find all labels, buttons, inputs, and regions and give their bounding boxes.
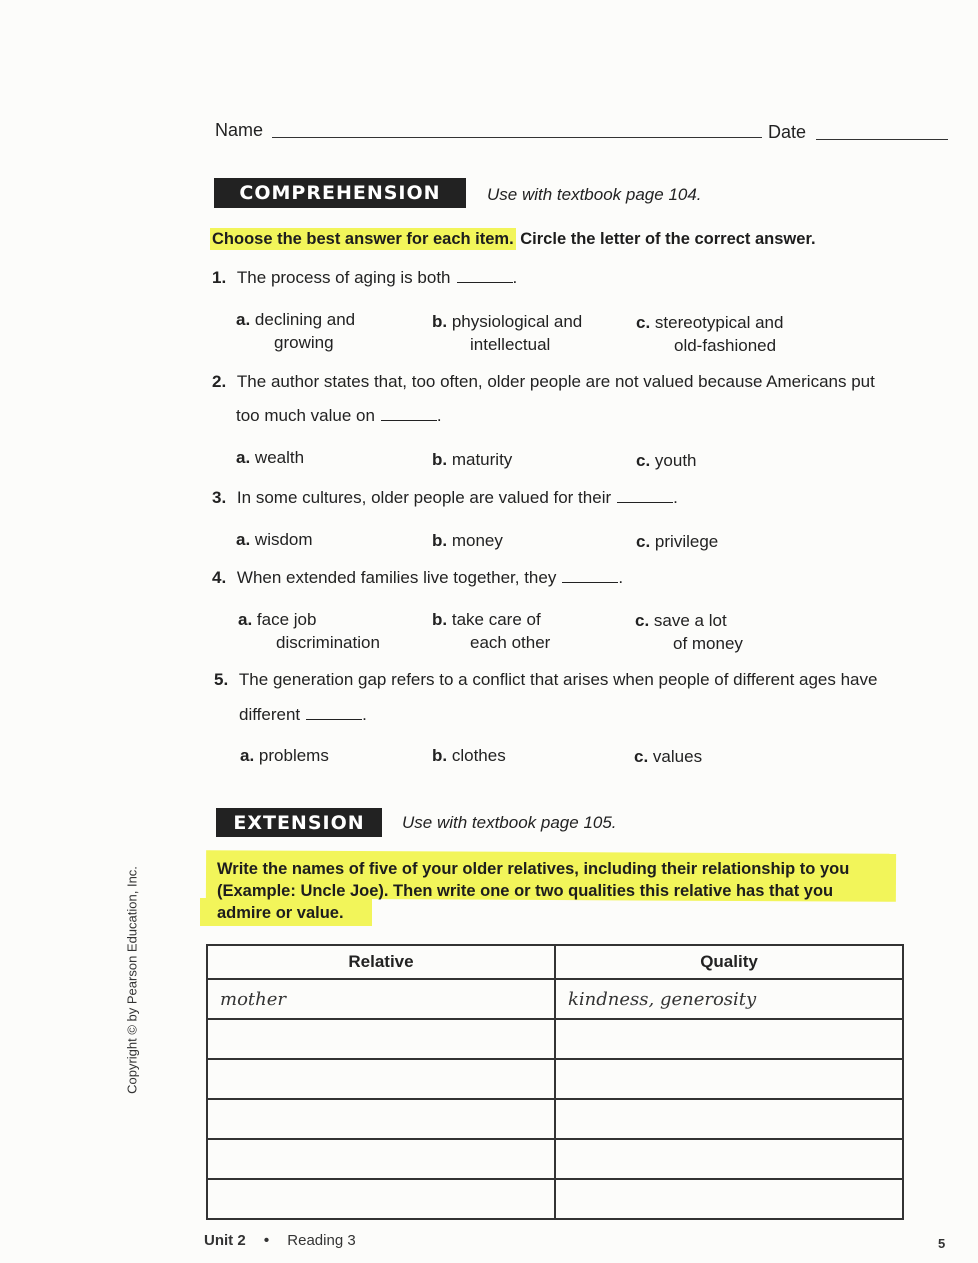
instruction-line: Write the names of five of your older relatives, including their relationship to you (217, 860, 850, 878)
date-field-line[interactable] (816, 139, 948, 140)
option-letter: a. (236, 310, 251, 329)
footer-unit: Unit 2 (204, 1232, 246, 1249)
table-row (207, 1019, 903, 1059)
relative-cell[interactable] (207, 1019, 555, 1059)
option-text-line2: old-fashioned (674, 336, 777, 355)
q1-option-a[interactable] (236, 308, 355, 354)
relative-cell[interactable] (207, 1179, 555, 1219)
question-text: In some cultures, older people are valued for their (236, 488, 612, 507)
q2-option-b[interactable] (432, 448, 512, 471)
question-2 (212, 372, 875, 392)
footer-reading: Reading 3 (287, 1232, 356, 1249)
question-number: 5. (214, 670, 229, 689)
instruction-highlight: Choose the best answer for each item. (212, 230, 514, 248)
q5-option-a[interactable] (240, 744, 329, 767)
table-row (207, 1179, 903, 1219)
option-text-line2: growing (274, 333, 334, 352)
option-letter: b. (432, 531, 448, 550)
period: . (673, 488, 678, 507)
question-3 (212, 488, 678, 508)
answer-blank (381, 420, 437, 421)
q2-option-c[interactable] (636, 449, 697, 472)
period: . (512, 268, 518, 287)
q4-option-b[interactable] (432, 608, 550, 654)
q4-option-a[interactable] (238, 608, 380, 654)
option-text-line2: intellectual (470, 335, 551, 354)
page-footer (204, 1232, 356, 1249)
option-text-line2: of money (673, 634, 743, 653)
option-text: face job (256, 610, 317, 629)
table-row (207, 979, 903, 1019)
question-2-continued (236, 406, 442, 426)
table-row (207, 1059, 903, 1099)
question-text: The generation gap refers to a conflict that arises when people of different ages have (238, 670, 878, 689)
option-letter: a. (236, 448, 251, 467)
page-number: 5 (938, 1236, 946, 1251)
option-letter: a. (240, 746, 255, 765)
option-text: wisdom (254, 530, 313, 549)
quality-cell[interactable] (555, 1019, 903, 1059)
question-text-line2: too much value on (236, 406, 375, 425)
extension-instruction (217, 858, 849, 924)
option-text: maturity (451, 450, 513, 469)
question-text: The process of aging is both (236, 268, 451, 287)
option-letter: c. (635, 611, 650, 630)
relatives-table (206, 944, 904, 1220)
option-text: privilege (654, 532, 719, 551)
option-letter: b. (432, 450, 448, 469)
question-5 (214, 670, 877, 690)
relative-cell[interactable] (207, 1099, 555, 1139)
question-4 (212, 568, 623, 588)
question-text: When extended families live together, they (236, 568, 557, 587)
q1-option-b[interactable] (432, 310, 582, 356)
name-field-line[interactable] (272, 137, 762, 138)
comprehension-instruction (210, 230, 816, 249)
option-letter: c. (636, 532, 651, 551)
question-number: 2. (212, 372, 227, 391)
question-number: 3. (212, 488, 227, 507)
quality-cell[interactable] (555, 1059, 903, 1099)
option-letter: b. (432, 610, 448, 629)
option-letter: b. (432, 746, 448, 765)
question-5-continued (239, 705, 367, 725)
q5-option-c[interactable] (634, 745, 702, 768)
option-text: values (652, 747, 703, 766)
question-text-line2: different (239, 705, 301, 724)
question-number: 1. (212, 268, 227, 287)
q3-option-b[interactable] (432, 529, 503, 552)
date-label: Date (768, 122, 807, 142)
instruction-line: admire or value. (217, 904, 344, 922)
table-row (207, 1139, 903, 1179)
comprehension-banner: COMPREHENSION (214, 178, 466, 208)
q1-option-c[interactable] (636, 311, 783, 357)
extension-banner: EXTENSION (216, 808, 382, 837)
answer-blank (306, 719, 362, 720)
period: . (618, 568, 624, 587)
name-label: Name (215, 120, 264, 140)
answer-blank (457, 282, 513, 283)
period: . (436, 406, 442, 425)
option-text: clothes (451, 746, 506, 765)
question-1 (212, 268, 517, 288)
extension-use-with: Use with textbook page 105. (402, 813, 617, 832)
table-header-row (207, 945, 903, 979)
answer-blank (617, 502, 673, 503)
q3-option-a[interactable] (236, 528, 313, 551)
quality-cell[interactable] (555, 1179, 903, 1219)
option-text: youth (654, 451, 697, 470)
instruction-rest: Circle the letter of the correct answer. (520, 230, 816, 248)
q3-option-c[interactable] (636, 530, 718, 553)
option-text: declining and (254, 310, 356, 329)
q2-option-a[interactable] (236, 446, 304, 469)
option-text: physiological and (451, 312, 583, 331)
quality-cell[interactable]: kindness, generosity (555, 979, 903, 1019)
option-letter: c. (634, 747, 649, 766)
question-text: The author states that, too often, older people are not valued because Americans put (236, 372, 875, 391)
option-text: wealth (254, 448, 305, 467)
comprehension-use-with: Use with textbook page 104. (487, 185, 702, 204)
q5-option-b[interactable] (432, 744, 506, 767)
instruction-line: (Example: Uncle Joe). Then write one or two qualities this relative has that you (217, 882, 834, 900)
relative-cell[interactable] (207, 1139, 555, 1179)
answer-blank (562, 582, 618, 583)
column-header-quality: Quality (555, 945, 903, 979)
period: . (362, 705, 367, 724)
table-row (207, 1099, 903, 1139)
option-letter: c. (636, 313, 651, 332)
option-letter: a. (238, 610, 253, 629)
quality-cell[interactable] (555, 1099, 903, 1139)
option-letter: b. (432, 312, 448, 331)
option-text-line2: discrimination (276, 633, 380, 652)
relative-cell[interactable] (207, 1059, 555, 1099)
quality-cell[interactable] (555, 1139, 903, 1179)
relative-cell[interactable]: mother (207, 979, 555, 1019)
option-text: money (451, 531, 503, 550)
footer-bullet: • (263, 1232, 270, 1249)
option-text: problems (258, 746, 329, 765)
option-text: take care of (451, 610, 541, 629)
question-number: 4. (212, 568, 227, 587)
option-letter: a. (236, 530, 251, 549)
column-header-relative: Relative (207, 945, 555, 979)
option-text-line2: each other (470, 633, 551, 652)
option-letter: c. (636, 451, 651, 470)
copyright-notice: Copyright © by Pearson Education, Inc. (124, 866, 140, 1094)
option-text: save a lot (653, 611, 727, 630)
option-text: stereotypical and (654, 313, 784, 332)
q4-option-c[interactable] (635, 609, 743, 655)
